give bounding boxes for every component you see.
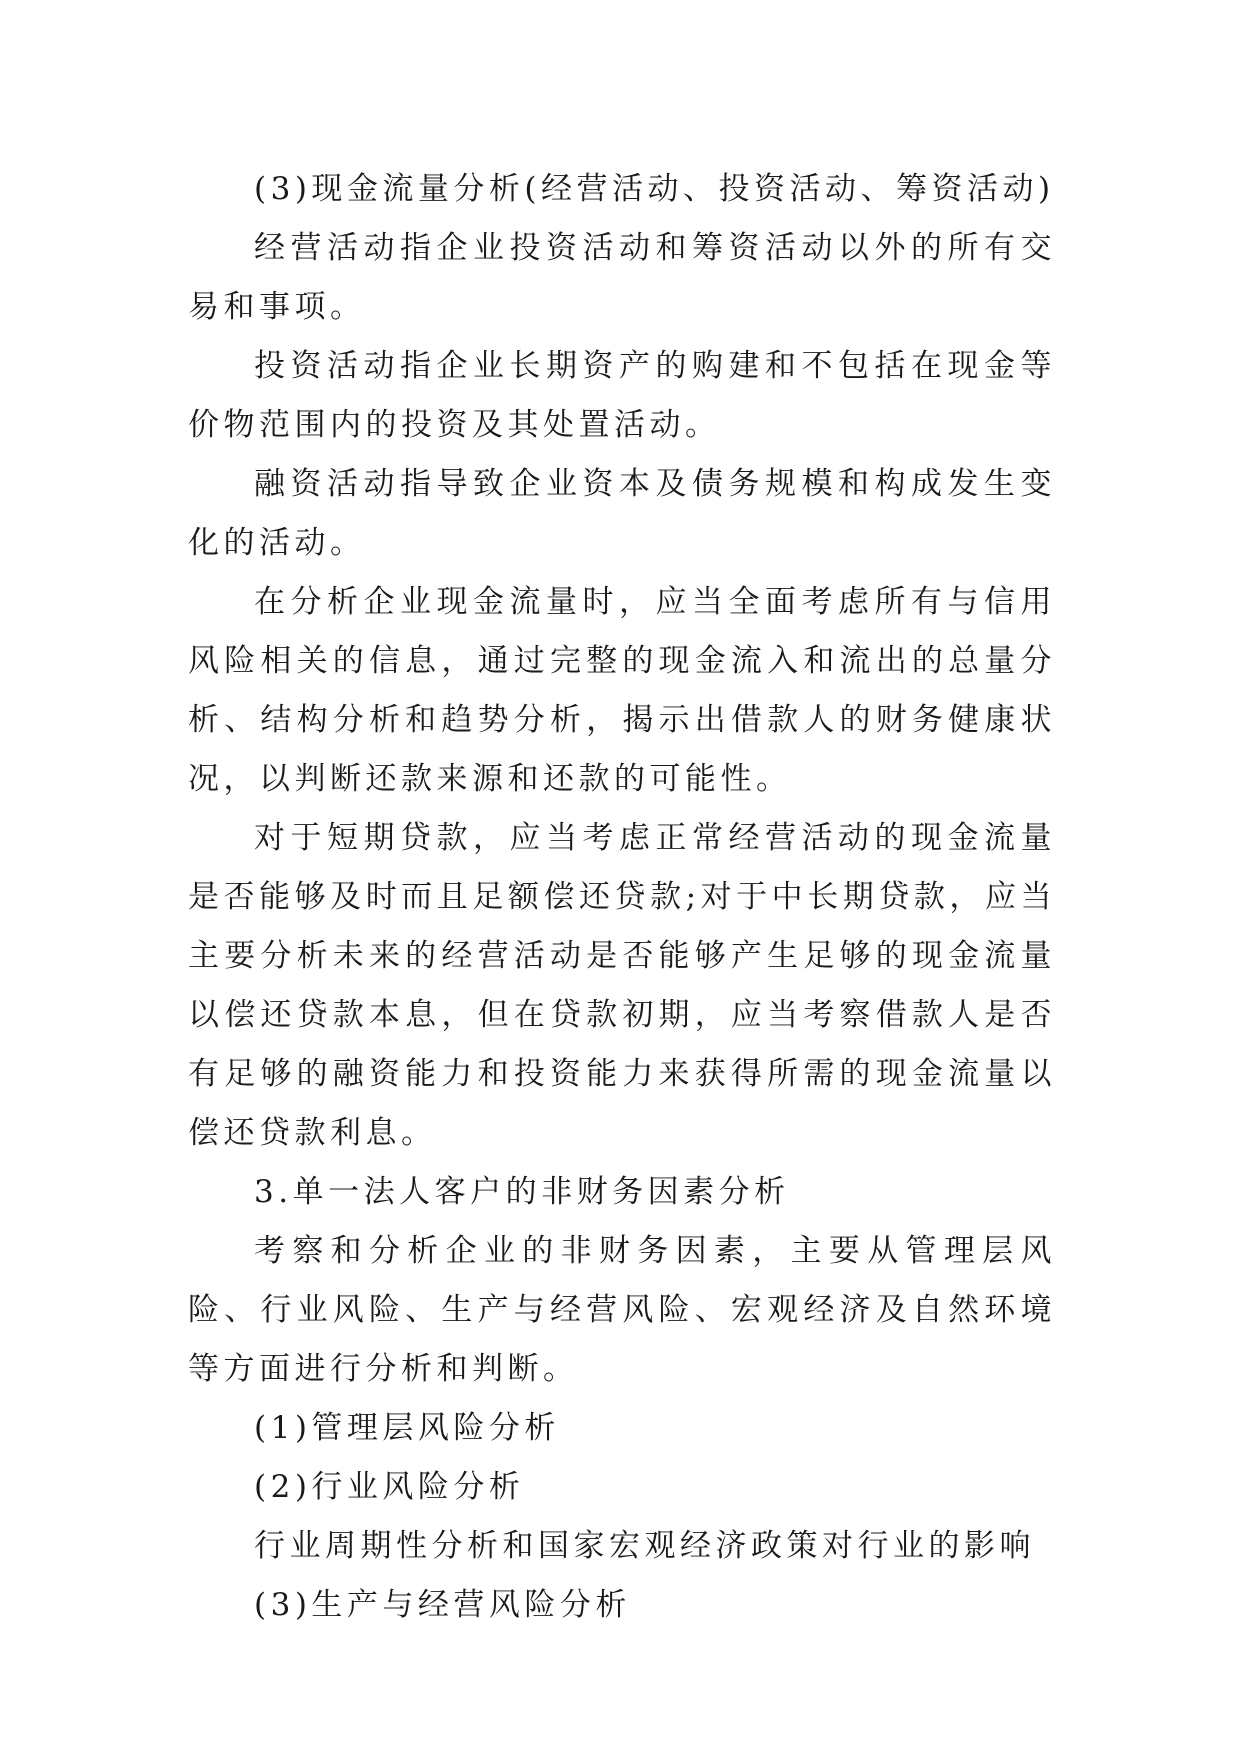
document-body <box>188 160 1056 1635</box>
paragraph-industry-cycle: 行业周期性分析和国家宏观经济政策对行业的影响 <box>254 1528 1035 1564</box>
paragraph-loan-term-analysis: 对于短期贷款，应当考虑正常经营活动的现金流量是否能够及时而且足额偿还贷款;对于中长期贷款，应当主要分析未来的经营活动是否能够产生足够的现金流量以偿还贷款本息，但在贷款初期，应当考察借款人是否有足够的融资能力和投资能力来获得所需的现金流量以偿还贷款利息。 <box>188 820 1056 1151</box>
heading-management-risk: (1)管理层风险分析 <box>254 1410 560 1446</box>
heading-non-financial-factors: 3.单一法人客户的非财务因素分析 <box>254 1174 790 1210</box>
heading-industry-risk: (2)行业风险分析 <box>254 1469 525 1505</box>
heading-cash-flow-analysis: (3)现金流量分析(经营活动、投资活动、筹资活动) <box>254 171 1055 207</box>
paragraph-investing-activities: 投资活动指企业长期资产的购建和不包括在现金等价物范围内的投资及其处置活动。 <box>188 348 1056 443</box>
heading-production-operation-risk: (3)生产与经营风险分析 <box>254 1587 631 1623</box>
paragraph-non-financial-overview: 考察和分析企业的非财务因素，主要从管理层风险、行业风险、生产与经营风险、宏观经济及自然环境等方面进行分析和判断。 <box>188 1233 1056 1387</box>
paragraph-operating-activities: 经营活动指企业投资活动和筹资活动以外的所有交易和事项。 <box>188 230 1056 325</box>
paragraph-cash-flow-considerations: 在分析企业现金流量时，应当全面考虑所有与信用风险相关的信息，通过完整的现金流入和流出的总量分析、结构分析和趋势分析，揭示出借款人的财务健康状况，以判断还款来源和还款的可能性。 <box>188 584 1056 797</box>
paragraph-financing-activities: 融资活动指导致企业资本及债务规模和构成发生变化的活动。 <box>188 466 1056 561</box>
